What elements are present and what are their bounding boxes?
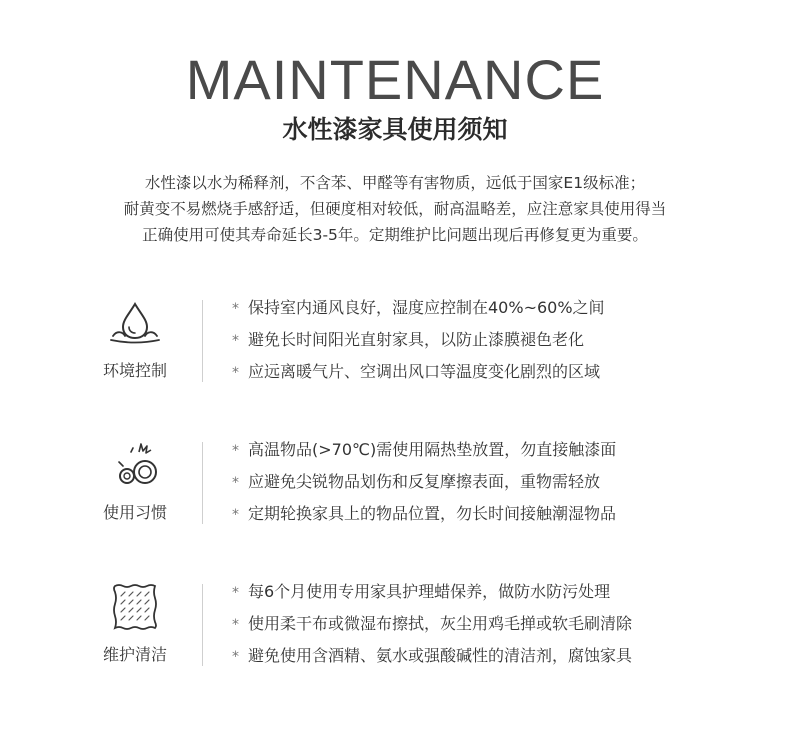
section-usage-habits xyxy=(0,432,790,542)
section-divider xyxy=(202,584,203,666)
section-label: 使用习惯 xyxy=(102,503,167,522)
item-text: 保持室内通风良好，湿度应控制在40%~60%之间 xyxy=(248,298,605,317)
item-text: 应远离暖气片、空调出风口等温度变化剧烈的区域 xyxy=(248,362,601,381)
section-divider xyxy=(202,442,203,524)
intro-line: 正确使用可使其寿命延长3-5年。定期维护比问题出现后再修复更为重要。 xyxy=(142,226,648,244)
bullet-star: * xyxy=(232,365,239,381)
item-text: 避免使用含酒精、氨水或强酸碱性的清洁剂，腐蚀家具 xyxy=(248,646,633,665)
list-item xyxy=(232,644,632,676)
bullet-star: * xyxy=(232,301,239,317)
bullet-star: * xyxy=(232,649,239,665)
bullet-star: * xyxy=(232,443,239,459)
water-drop-icon xyxy=(95,300,175,344)
list-item xyxy=(232,328,605,360)
bullet-star: * xyxy=(232,585,239,601)
item-text: 应避免尖锐物品划伤和反复摩擦表面，重物需轻放 xyxy=(248,472,601,491)
item-text: 高温物品(>70℃)需使用隔热垫放置，勿直接触漆面 xyxy=(248,440,617,459)
list-item xyxy=(232,580,632,612)
list-item xyxy=(232,296,605,328)
bullet-star: * xyxy=(232,617,239,633)
page-subtitle: 水性漆家具使用须知 xyxy=(282,115,508,144)
section-environment-control xyxy=(0,290,790,400)
intro-line: 水性漆以水为稀释剂，不含苯、甲醛等有害物质，远低于国家E1级标准； xyxy=(144,174,646,192)
section-items xyxy=(232,296,605,392)
bullet-star: * xyxy=(232,333,239,349)
bullet-star: * xyxy=(232,475,239,491)
cloth-icon xyxy=(95,582,175,630)
list-item xyxy=(232,470,616,502)
hot-rings-icon xyxy=(95,442,175,488)
item-text: 每6个月使用专用家具护理蜡保养，做防水防污处理 xyxy=(248,582,611,601)
list-item xyxy=(232,360,605,392)
list-item xyxy=(232,502,616,534)
section-label: 环境控制 xyxy=(102,361,167,380)
item-text: 使用柔干布或微湿布擦拭，灰尘用鸡毛掸或软毛刷清除 xyxy=(248,614,633,633)
page-title: MAINTENANCE xyxy=(185,48,605,111)
section-items xyxy=(232,580,632,676)
intro-line: 耐黄变不易燃烧手感舒适，但硬度相对较低，耐高温略差，应注意家具使用得当 xyxy=(123,200,667,218)
list-item xyxy=(232,612,632,644)
section-divider xyxy=(202,300,203,382)
section-maintenance-cleaning xyxy=(0,574,790,684)
bullet-star: * xyxy=(232,507,239,523)
item-text: 定期轮换家具上的物品位置，勿长时间接触潮湿物品 xyxy=(248,504,617,523)
section-items xyxy=(232,438,616,534)
section-label: 维护清洁 xyxy=(102,645,167,664)
item-text: 避免长时间阳光直射家具，以防止漆膜褪色老化 xyxy=(248,330,585,349)
list-item xyxy=(232,438,616,470)
intro-paragraph xyxy=(0,170,790,248)
